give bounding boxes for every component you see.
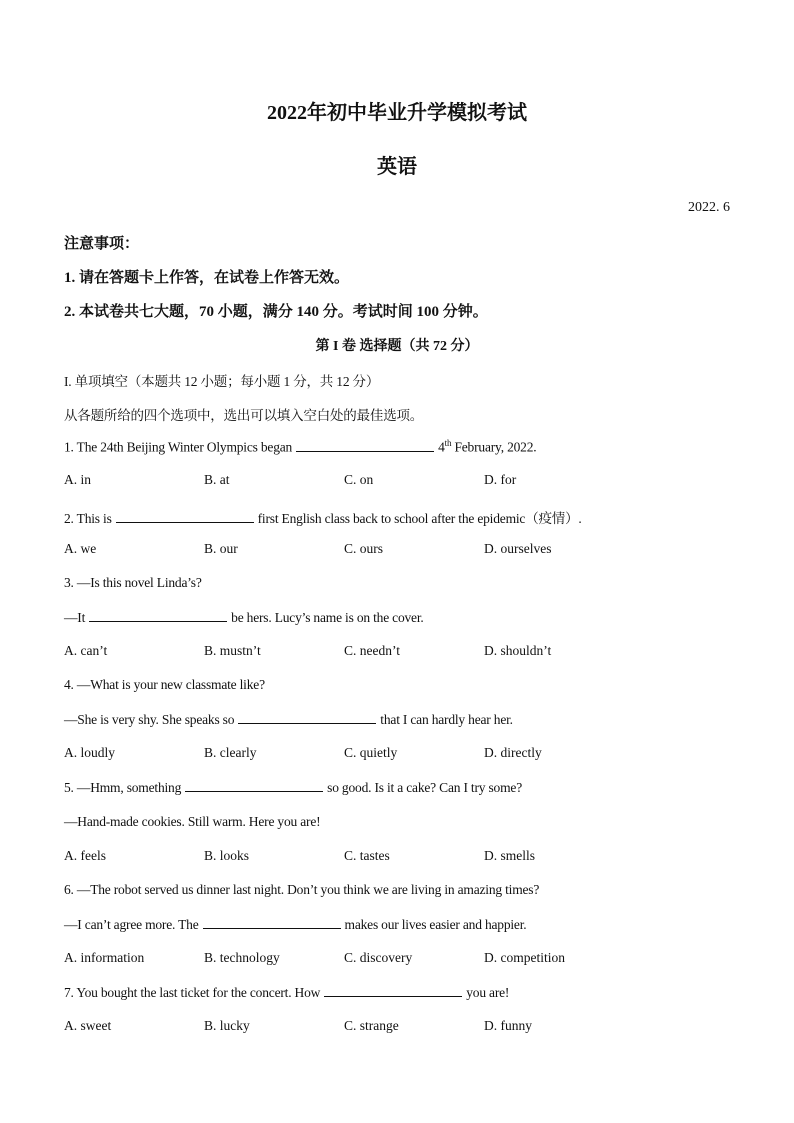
question-1-ordinal: th: [444, 438, 452, 448]
question-3-stem: —It: [64, 610, 86, 625]
question-3-stem-end: be hers. Lucy’s name is on the cover.: [231, 610, 424, 625]
question-6-options: [64, 950, 664, 970]
question-1-stem: 1. The 24th Beijing Winter Olympics began: [64, 439, 293, 455]
option-d: D. competition: [484, 950, 565, 965]
option-c: C. discovery: [344, 950, 413, 965]
option-b: B. clearly: [204, 745, 257, 760]
question-5-stem: 5. —Hmm, something: [64, 780, 182, 795]
question-1-day: 4: [438, 439, 445, 455]
answer-blank: [89, 609, 227, 622]
option-c: C. quietly: [344, 745, 398, 760]
question-5-options: [64, 848, 664, 868]
option-c: C. strange: [344, 1018, 399, 1033]
option-a: A. information: [64, 950, 145, 965]
question-2-options: [64, 541, 664, 561]
option-a: A. in: [64, 472, 91, 487]
question-2: [64, 507, 582, 527]
question-6-stem: —I can’t agree more. The: [64, 917, 199, 932]
option-d: D. smells: [484, 848, 536, 863]
notes-heading: 注意事项：: [64, 236, 140, 252]
question-4-stem: —She is very shy. She speaks so: [64, 712, 235, 727]
subject-title: 英语: [377, 156, 417, 178]
question-5: [64, 779, 522, 796]
option-c: C. needn’t: [344, 643, 400, 658]
part-instruction: 从各题所给的四个选项中，选出可以填入空白处的最佳选项。: [64, 408, 424, 423]
question-5-line2: —Hand-made cookies. Still warm. Here you are!: [64, 814, 321, 829]
option-c: C. on: [344, 472, 374, 487]
answer-blank: [185, 779, 323, 792]
exam-title: 2022年初中毕业升学模拟考试: [267, 102, 527, 124]
option-d: D. directly: [484, 745, 542, 760]
option-b: B. looks: [204, 848, 250, 863]
note-item-1: 1. 请在答题卡上作答，在试卷上作答无效。: [64, 270, 350, 286]
question-4-stem-end: that I can hardly hear her.: [380, 712, 513, 727]
question-4-options: [64, 745, 664, 765]
answer-blank: [296, 439, 434, 452]
option-a: A. we: [64, 541, 97, 556]
option-c: C. ours: [344, 541, 384, 556]
question-1: [64, 438, 536, 456]
question-7-stem: 7. You bought the last ticket for the concert. How: [64, 985, 321, 1000]
option-d: D. shouldn’t: [484, 643, 552, 658]
option-a: A. loudly: [64, 745, 116, 760]
answer-blank: [238, 711, 376, 724]
exam-date: 2022. 6: [688, 200, 730, 215]
question-3: [64, 609, 424, 626]
option-a: A. sweet: [64, 1018, 112, 1033]
question-3-options: [64, 643, 664, 663]
option-c: C. tastes: [344, 848, 390, 863]
option-d: D. ourselves: [484, 541, 552, 556]
option-b: B. our: [204, 541, 238, 556]
question-6: [64, 916, 526, 933]
question-7-stem-end: you are!: [466, 985, 510, 1000]
option-b: B. mustn’t: [204, 643, 261, 658]
question-7: [64, 984, 509, 1001]
question-3-line1: 3. —Is this novel Linda’s?: [64, 575, 202, 590]
section-title: 第 I 卷 选择题（共 72 分）: [315, 339, 479, 354]
answer-blank: [203, 916, 341, 929]
question-6-line1: 6. —The robot served us dinner last night. Don’t you think we are living in amazing times?: [64, 882, 540, 897]
note-item-2: 2. 本试卷共七大题，70 小题，满分 140 分。考试时间 100 分钟。: [64, 304, 488, 320]
option-b: B. lucky: [204, 1018, 250, 1033]
question-1-options: [64, 472, 664, 492]
question-4: [64, 711, 513, 728]
answer-blank: [324, 984, 462, 997]
option-a: A. feels: [64, 848, 106, 863]
option-b: B. technology: [204, 950, 280, 965]
part-title: I. 单项填空（本题共 12 小题；每小题 1 分，共 12 分）: [64, 374, 380, 389]
option-d: D. for: [484, 472, 517, 487]
question-2-stem: 2. This is: [64, 511, 112, 526]
question-5-stem-end: so good. Is it a cake? Can I try some?: [327, 780, 522, 795]
question-2-stem-end: first English class back to school after the epidemic（疫情）.: [257, 511, 582, 526]
question-1-stem-end: February, 2022.: [451, 439, 537, 455]
option-a: A. can’t: [64, 643, 108, 658]
question-7-options: [64, 1018, 664, 1038]
question-6-stem-end: makes our lives easier and happier.: [344, 917, 527, 932]
answer-blank: [116, 510, 254, 523]
option-d: D. funny: [484, 1018, 532, 1033]
option-b: B. at: [204, 472, 230, 487]
question-4-line1: 4. —What is your new classmate like?: [64, 677, 265, 692]
